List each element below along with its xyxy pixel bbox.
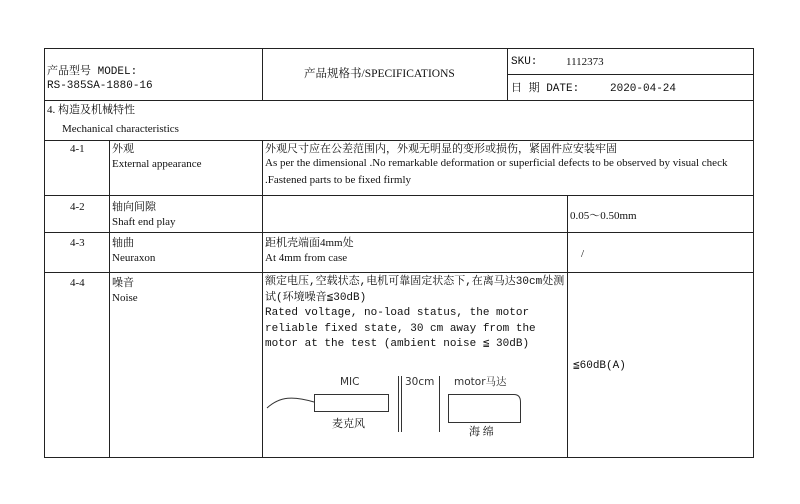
item-value: 0.05～0.50mm: [570, 210, 637, 222]
sku-label: SKU:: [511, 56, 538, 68]
mic-cable: [267, 398, 314, 408]
item-description-en: At 4mm from case: [265, 252, 348, 264]
section-title-cn: 4. 构造及机械特性: [47, 104, 135, 116]
mic-shape: [315, 395, 389, 412]
item-name-en: External appearance: [112, 158, 202, 170]
item-description-cn: 外观尺寸应在公差范围内，外观无明显的变形或损伤，紧固件应安装牢固: [265, 143, 617, 155]
model-value: RS-385SA-1880-16: [47, 80, 153, 92]
sku-value: 1112373: [566, 56, 604, 68]
item-description-cn: 距机壳端面4mm处: [265, 237, 354, 249]
item-name-cn: 轴曲: [112, 237, 134, 249]
motor-label: motor马达: [454, 376, 507, 388]
distance-label: 30cm: [405, 376, 435, 388]
mic-label: MIC: [340, 376, 360, 388]
item-value: ≦60dB(A): [573, 360, 626, 372]
noise-test-diagram: [262, 360, 567, 450]
document-title: 产品规格书/SPECIFICATIONS: [304, 68, 455, 80]
item-name-cn: 外观: [112, 143, 134, 155]
motor-sponge-shape: [449, 395, 521, 423]
item-description-en: As per the dimensional .No remarkable deformation or superficial defects to be observed by visual check .Fastened parts to be fixed firmly: [265, 157, 728, 186]
row-number: 4-1: [70, 143, 85, 155]
row-number: 4-3: [70, 237, 85, 249]
item-name-en: Neuraxon: [112, 252, 156, 264]
model-label: 产品型号 MODEL:: [47, 66, 138, 78]
row-number: 4-2: [70, 201, 85, 213]
item-name-en: Noise: [112, 292, 138, 304]
item-description-en: Rated voltage, no-load status, the motor reliable fixed state, 30 cm away from the motor at the test (ambient noise ≦ 30dB): [265, 307, 536, 350]
date-value: 2020-04-24: [610, 83, 677, 95]
date-label: 日 期 DATE:: [511, 83, 580, 95]
row-number: 4-4: [70, 277, 85, 289]
item-name-en: Shaft end play: [112, 216, 176, 228]
sponge-caption: 海 绵: [469, 426, 494, 438]
item-description-cn: 额定电压,空载状态,电机可靠固定状态下,在离马达30cm处测试(环境噪音≦30dB): [265, 276, 565, 304]
item-name-cn: 轴向间隙: [112, 201, 156, 213]
mic-caption: 麦克风: [332, 418, 365, 430]
item-name-cn: 噪音: [112, 277, 134, 289]
item-value: /: [581, 248, 585, 260]
section-title-en: Mechanical characteristics: [62, 123, 179, 135]
